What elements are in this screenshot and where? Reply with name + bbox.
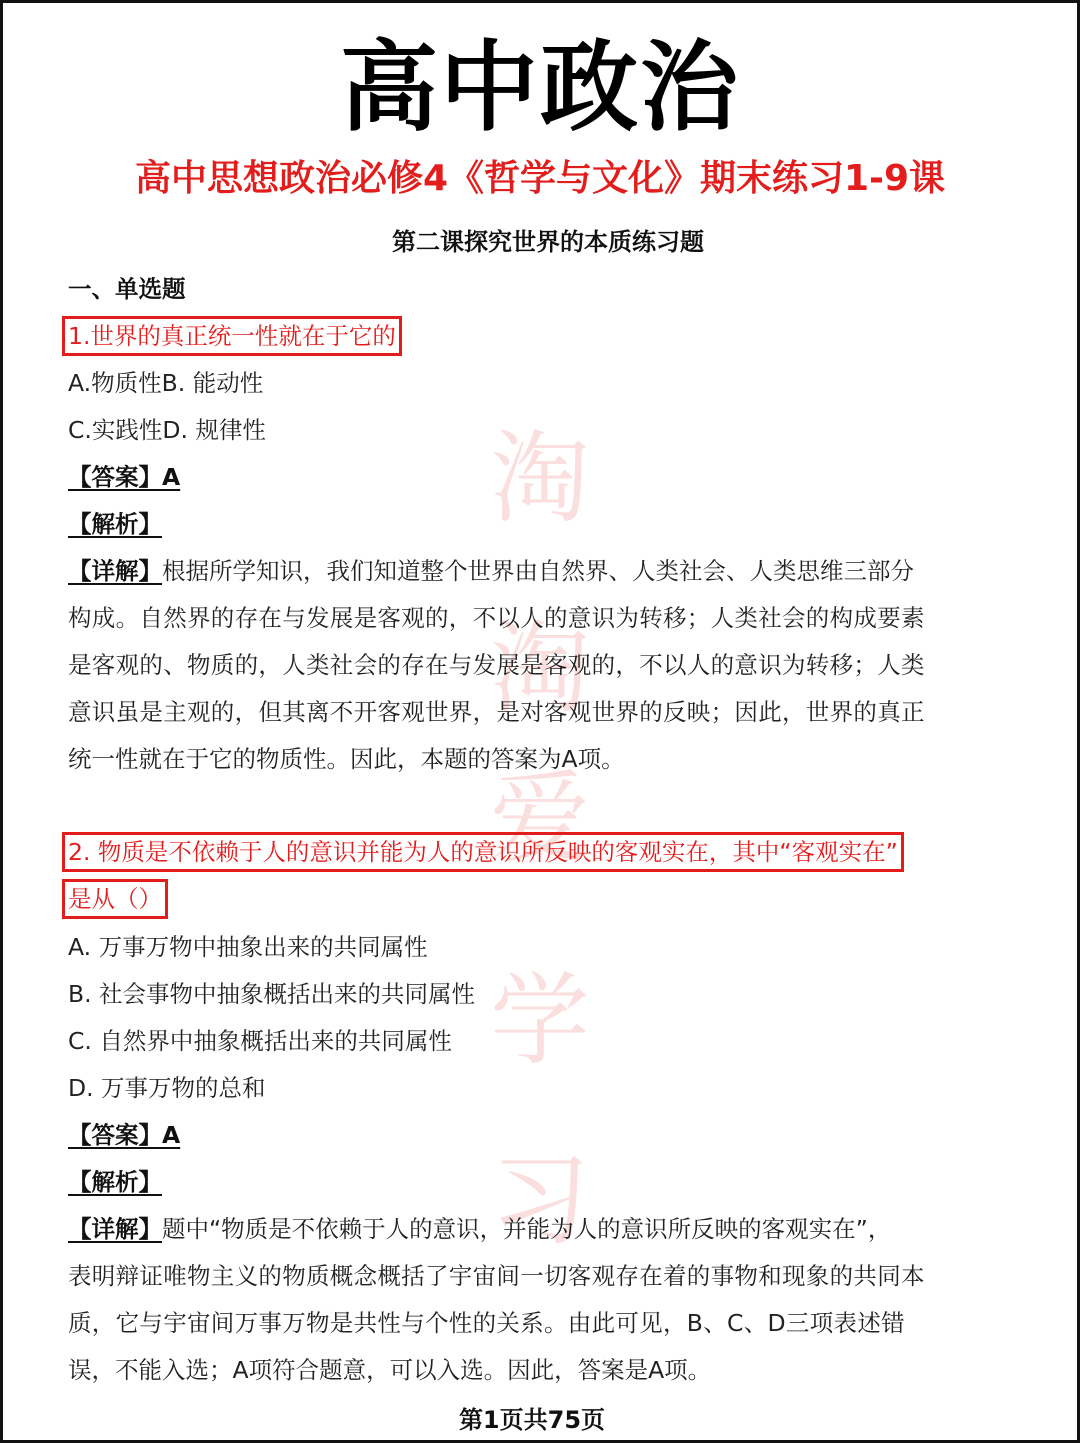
question-1-detail-line: 意识虽是主观的，但其离不开客观世界，是对客观世界的反映；因此，世界的真正 bbox=[68, 698, 925, 726]
question-1-detail-line: 是客观的、物质的，人类社会的存在与发展是客观的，不以人的意识为转移；人类 bbox=[68, 651, 925, 679]
question-2-detail-line: 误，不能入选；A项符合题意，可以入选。因此，答案是A项。 bbox=[68, 1356, 712, 1384]
watermark-char: 爱 bbox=[490, 760, 590, 877]
question-2-detail-line bbox=[68, 1211, 891, 1247]
watermark-char: 习 bbox=[490, 1142, 590, 1259]
question-1-option: C.实践性D. 规律性 bbox=[68, 416, 266, 444]
question-1-detail-line: 构成。自然界的存在与发展是客观的，不以人的意识为转移；人类社会的构成要素 bbox=[68, 604, 925, 632]
detail-text: 根据所学知识，我们知道整个世界由自然界、人类社会、人类思维三部分 bbox=[162, 557, 914, 585]
detail-label: 【详解】 bbox=[68, 1215, 162, 1243]
question-1-detail-line bbox=[68, 553, 914, 589]
detail-text: 题中“物质是不依赖于人的意识，并能为人的意识所反映的客观实在”， bbox=[162, 1215, 892, 1243]
question-2-analysis-label: 【解析】 bbox=[68, 1168, 162, 1196]
watermark-char: 淘 bbox=[490, 420, 590, 537]
question-2-stem-line2: 是从（） bbox=[62, 879, 168, 919]
question-2-detail-line: 质，它与宇宙间万事万物是共性与个性的关系。由此可见，B、C、D三项表述错 bbox=[68, 1309, 905, 1337]
question-2-detail-line: 表明辩证唯物主义的物质概念概括了宇宙间一切客观存在着的事物和现象的共同本 bbox=[68, 1262, 925, 1290]
watermark-char: 淘 bbox=[490, 610, 590, 727]
question-1-option: A.物质性B. 能动性 bbox=[68, 369, 264, 397]
lesson-heading: 第二课探究世界的本质练习题 bbox=[392, 228, 704, 256]
question-1-detail-line: 统一性就在于它的物质性。因此，本题的答案为A项。 bbox=[68, 745, 625, 773]
question-2-option: B. 社会事物中抽象概括出来的共同属性 bbox=[68, 980, 476, 1008]
section-heading: 一、单选题 bbox=[68, 275, 186, 303]
question-2-option: D. 万事万物的总和 bbox=[68, 1074, 266, 1102]
page-subtitle: 高中思想政治必修4《哲学与文化》期末练习1-9课 bbox=[134, 158, 946, 199]
question-2-option: A. 万事万物中抽象出来的共同属性 bbox=[68, 933, 428, 961]
question-1-stem: 1.世界的真正统一性就在于它的 bbox=[62, 316, 402, 356]
detail-label: 【详解】 bbox=[68, 557, 162, 585]
question-1-answer: 【答案】A bbox=[68, 463, 181, 491]
page-title: 高中政治 bbox=[339, 31, 740, 145]
question-2-answer: 【答案】A bbox=[68, 1121, 181, 1149]
page-number: 第1页共75页 bbox=[458, 1406, 606, 1434]
question-1-analysis-label: 【解析】 bbox=[68, 510, 162, 538]
question-2-option: C. 自然界中抽象概括出来的共同属性 bbox=[68, 1027, 452, 1055]
question-2-stem-line1: 2. 物质是不依赖于人的意识并能为人的意识所反映的客观实在，其中“客观实在” bbox=[62, 832, 904, 872]
watermark-char: 学 bbox=[490, 962, 590, 1079]
